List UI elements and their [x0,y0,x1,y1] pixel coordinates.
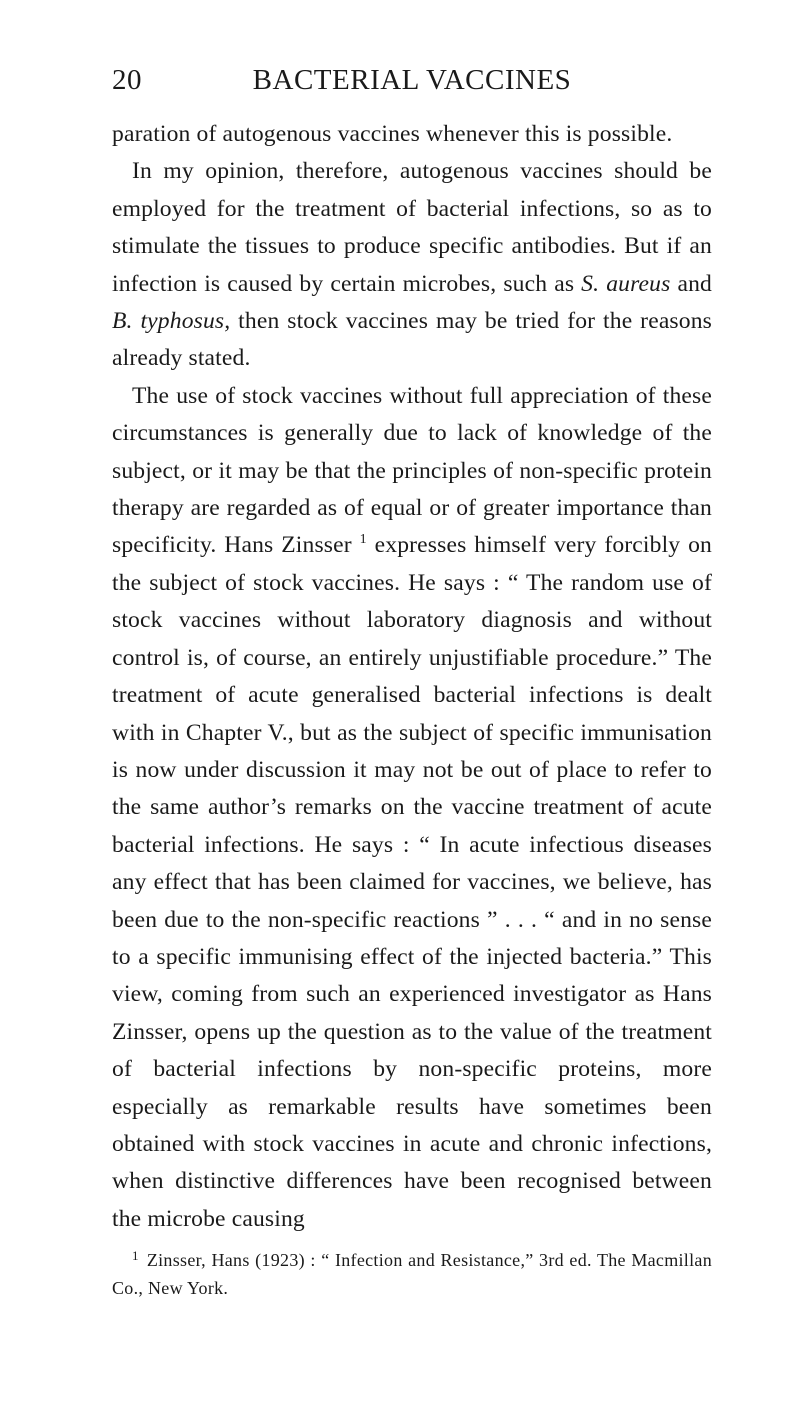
organism-name-b-typhosus: B. typhosus, [112,308,231,335]
running-title: BACTERIAL VACCINES [252,64,572,96]
paragraph-2 [112,153,712,377]
organism-name-s-aureus: S. aureus [581,270,671,297]
page-number: 20 [112,64,142,96]
footnote [112,1246,712,1302]
book-page [112,0,712,1302]
paragraph-3-part-b: expresses himself very forcibly on the subject of stock vaccines. He says : “ The random use of stock vaccines without laboratory diagnosis and without control is, of course, an entirely unjustifiable procedure.” The treatment of acute generalised bacterial infections is dealt with in Chapter V., but as the subject of specific immunisation is now under discussion it may not be out of place to refer to the same author’s remarks on the vaccine treatment of acute bacterial infections. He says : “ In acute infectious diseases any effect that has been claimed for vaccines, we believe, has been due to the non-specific reactions ” . . . “ and in no sense to a specific immunising effect of the injected bacteria.” This view, coming from such an experienced investigator as Hans Zinsser, opens up the question as to the value of the treatment of bacterial infections by non-specific proteins, more especially as remarkable results have sometimes been obtained with stock vaccines in acute and chronic infections, when distinctive differences have been recognised between the microbe causing [112,532,712,1232]
footnote-reference: 1 [359,532,367,548]
paragraph-3 [112,378,712,1238]
paragraph-1: paration of autogenous vaccines whenever this is possible. [112,121,673,147]
footnote-mark: 1 [132,1248,139,1264]
paragraph-3-part-a: The use of stock vaccines without full appreciation of these circumstances is generally due to lack of knowledge of the subject, or it may be that the principles of non-specific protein therapy are regarded as of equal or of greater importance than specificity. Hans Zinsser [112,382,712,559]
running-head [112,64,712,106]
footnote-text: Zinsser, Hans (1923) : “ Infection and Resistance,” 3rd ed. The Macmillan Co., New York. [112,1250,712,1299]
paragraph-2-part-c: then stock vaccines may be tried for the reasons already stated. [112,308,712,372]
paragraph-2-part-b: and [670,270,712,297]
body-text [112,116,712,1238]
paragraph-2-part-a: In my opinion, therefore, autogenous vaccines should be employed for the treatment of bacterial infections, so as to stimulate the tissues to produce specific antibodies. But if an infection is caused by certain microbes, such as [112,158,712,297]
